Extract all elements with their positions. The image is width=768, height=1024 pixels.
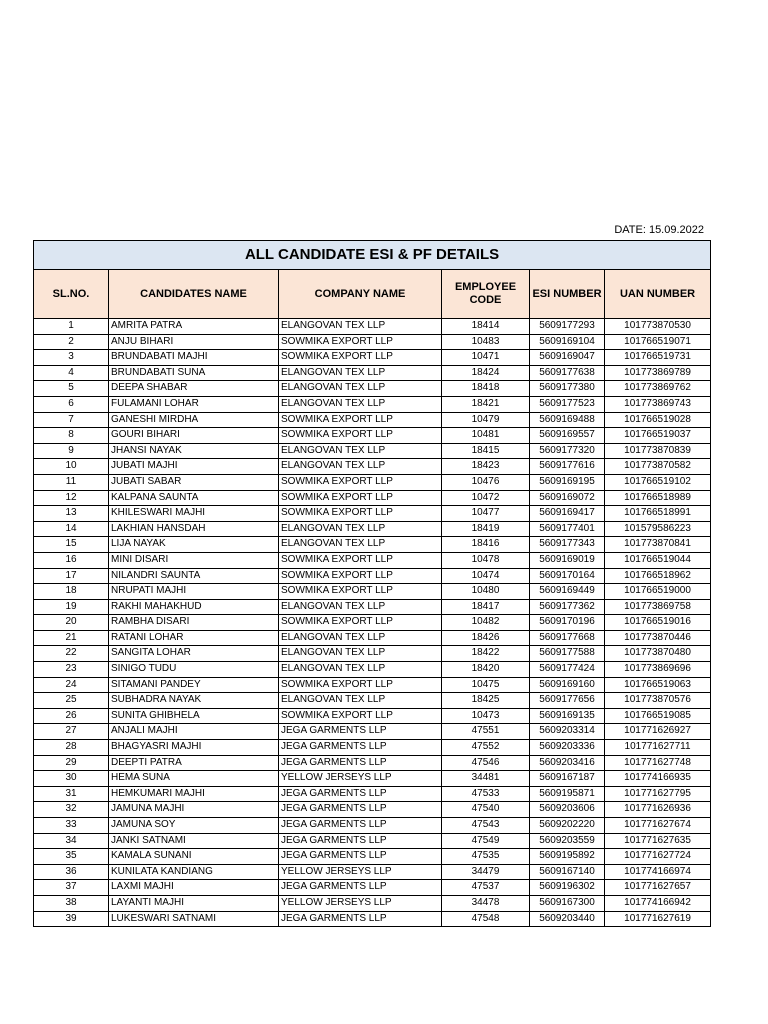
cell-slno: 11 [34,474,109,490]
cell-company-name: SOWMIKA EXPORT LLP [279,506,442,522]
cell-esi-number: 5609169019 [530,552,605,568]
cell-uan-number: 101766519063 [605,677,711,693]
cell-candidate-name: JAMUNA MAJHI [109,802,279,818]
cell-employee-code: 47540 [442,802,530,818]
cell-candidate-name: DEEPA SHABAR [109,381,279,397]
cell-uan-number: 101766518991 [605,506,711,522]
cell-slno: 28 [34,740,109,756]
cell-slno: 27 [34,724,109,740]
cell-esi-number: 5609177638 [530,365,605,381]
cell-uan-number: 101773870530 [605,319,711,335]
cell-slno: 9 [34,443,109,459]
cell-slno: 6 [34,396,109,412]
cell-slno: 10 [34,459,109,475]
cell-esi-number: 5609177401 [530,521,605,537]
cell-slno: 1 [34,319,109,335]
cell-company-name: JEGA GARMENTS LLP [279,786,442,802]
table-row [34,319,711,335]
cell-uan-number: 101771627619 [605,911,711,927]
cell-uan-number: 101766519016 [605,615,711,631]
cell-employee-code: 10473 [442,708,530,724]
cell-candidate-name: SUBHADRA NAYAK [109,693,279,709]
cell-candidate-name: BRUNDABATI MAJHI [109,350,279,366]
cell-uan-number: 101766519037 [605,428,711,444]
cell-company-name: ELANGOVAN TEX LLP [279,693,442,709]
cell-employee-code: 10471 [442,350,530,366]
cell-employee-code: 18418 [442,381,530,397]
cell-uan-number: 101773870480 [605,646,711,662]
header-candidate-name: CANDIDATES NAME [109,270,279,319]
table-row [34,864,711,880]
cell-uan-number: 101774166942 [605,895,711,911]
table-row [34,818,711,834]
cell-employee-code: 18423 [442,459,530,475]
cell-candidate-name: SITAMANI PANDEY [109,677,279,693]
cell-employee-code: 10480 [442,584,530,600]
cell-employee-code: 10478 [442,552,530,568]
table-row [34,474,711,490]
cell-candidate-name: KHILESWARI MAJHI [109,506,279,522]
table-row [34,568,711,584]
cell-employee-code: 18425 [442,693,530,709]
header-company-name: COMPANY NAME [279,270,442,319]
cell-uan-number: 101773870839 [605,443,711,459]
cell-employee-code: 18415 [442,443,530,459]
cell-candidate-name: JUBATI MAJHI [109,459,279,475]
cell-slno: 23 [34,662,109,678]
table-row [34,895,711,911]
cell-esi-number: 5609177380 [530,381,605,397]
cell-slno: 13 [34,506,109,522]
table-row [34,506,711,522]
cell-candidate-name: RAKHI MAHAKHUD [109,599,279,615]
header-employee-code: EMPLOYEE CODE [442,270,530,319]
cell-esi-number: 5609203606 [530,802,605,818]
cell-uan-number: 101771627635 [605,833,711,849]
cell-uan-number: 101773869789 [605,365,711,381]
cell-company-name: SOWMIKA EXPORT LLP [279,552,442,568]
cell-candidate-name: BHAGYASRI MAJHI [109,740,279,756]
cell-company-name: SOWMIKA EXPORT LLP [279,428,442,444]
table-row [34,552,711,568]
cell-employee-code: 10482 [442,615,530,631]
cell-slno: 30 [34,771,109,787]
cell-esi-number: 5609170196 [530,615,605,631]
cell-employee-code: 10479 [442,412,530,428]
cell-company-name: SOWMIKA EXPORT LLP [279,584,442,600]
cell-esi-number: 5609169160 [530,677,605,693]
cell-company-name: SOWMIKA EXPORT LLP [279,350,442,366]
cell-employee-code: 18426 [442,630,530,646]
cell-slno: 26 [34,708,109,724]
cell-candidate-name: DEEPTI PATRA [109,755,279,771]
table-row [34,771,711,787]
cell-company-name: SOWMIKA EXPORT LLP [279,568,442,584]
cell-candidate-name: HEMA SUNA [109,771,279,787]
cell-company-name: SOWMIKA EXPORT LLP [279,490,442,506]
table-body [34,319,711,927]
cell-candidate-name: BRUNDABATI SUNA [109,365,279,381]
table-row [34,802,711,818]
cell-slno: 19 [34,599,109,615]
cell-uan-number: 101771627657 [605,880,711,896]
cell-candidate-name: JANKI SATNAMI [109,833,279,849]
cell-uan-number: 101766519071 [605,334,711,350]
cell-esi-number: 5609169047 [530,350,605,366]
cell-uan-number: 101774166935 [605,771,711,787]
cell-slno: 21 [34,630,109,646]
table-row [34,443,711,459]
cell-employee-code: 47551 [442,724,530,740]
cell-employee-code: 18420 [442,662,530,678]
cell-employee-code: 10476 [442,474,530,490]
cell-slno: 31 [34,786,109,802]
cell-candidate-name: LUKESWARI SATNAMI [109,911,279,927]
header-slno: SL.NO. [34,270,109,319]
cell-candidate-name: MINI DISARI [109,552,279,568]
table-row [34,740,711,756]
cell-uan-number: 101766519000 [605,584,711,600]
cell-candidate-name: FULAMANI LOHAR [109,396,279,412]
cell-employee-code: 34481 [442,771,530,787]
cell-esi-number: 5609177362 [530,599,605,615]
table-row [34,786,711,802]
cell-uan-number: 101771627748 [605,755,711,771]
table-row [34,599,711,615]
cell-candidate-name: HEMKUMARI MAJHI [109,786,279,802]
cell-employee-code: 18421 [442,396,530,412]
cell-company-name: YELLOW JERSEYS LLP [279,895,442,911]
table-row [34,833,711,849]
cell-candidate-name: LIJA NAYAK [109,537,279,553]
cell-company-name: ELANGOVAN TEX LLP [279,365,442,381]
cell-esi-number: 5609167187 [530,771,605,787]
cell-candidate-name: ANJU BIHARI [109,334,279,350]
cell-employee-code: 47546 [442,755,530,771]
table-row [34,396,711,412]
table-row [34,880,711,896]
cell-uan-number: 101774166974 [605,864,711,880]
cell-candidate-name: SUNITA GHIBHELA [109,708,279,724]
table-row [34,412,711,428]
cell-esi-number: 5609203314 [530,724,605,740]
cell-uan-number: 101766518989 [605,490,711,506]
cell-slno: 34 [34,833,109,849]
cell-uan-number: 101773869743 [605,396,711,412]
cell-employee-code: 47535 [442,849,530,865]
table-row [34,708,711,724]
cell-company-name: JEGA GARMENTS LLP [279,802,442,818]
cell-esi-number: 5609169449 [530,584,605,600]
cell-esi-number: 5609177293 [530,319,605,335]
cell-employee-code: 10475 [442,677,530,693]
cell-employee-code: 10477 [442,506,530,522]
cell-uan-number: 101766519731 [605,350,711,366]
table-row [34,490,711,506]
cell-esi-number: 5609177523 [530,396,605,412]
cell-employee-code: 34478 [442,895,530,911]
table-row [34,755,711,771]
cell-uan-number: 101766519085 [605,708,711,724]
table-row [34,334,711,350]
cell-uan-number: 101771627674 [605,818,711,834]
cell-uan-number: 101766519044 [605,552,711,568]
cell-employee-code: 18422 [442,646,530,662]
cell-slno: 39 [34,911,109,927]
cell-slno: 20 [34,615,109,631]
cell-uan-number: 101579586223 [605,521,711,537]
cell-candidate-name: GANESHI MIRDHA [109,412,279,428]
cell-uan-number: 101771627711 [605,740,711,756]
cell-esi-number: 5609203416 [530,755,605,771]
cell-slno: 29 [34,755,109,771]
table-row [34,646,711,662]
cell-uan-number: 101773869762 [605,381,711,397]
cell-employee-code: 18424 [442,365,530,381]
header-uan-number: UAN NUMBER [605,270,711,319]
table-row [34,350,711,366]
cell-esi-number: 5609195871 [530,786,605,802]
cell-company-name: ELANGOVAN TEX LLP [279,443,442,459]
cell-esi-number: 5609167140 [530,864,605,880]
table-row [34,584,711,600]
cell-candidate-name: LAYANTI MAJHI [109,895,279,911]
cell-esi-number: 5609196302 [530,880,605,896]
cell-company-name: ELANGOVAN TEX LLP [279,319,442,335]
cell-slno: 14 [34,521,109,537]
cell-company-name: JEGA GARMENTS LLP [279,849,442,865]
cell-esi-number: 5609177668 [530,630,605,646]
table-title: ALL CANDIDATE ESI & PF DETAILS [34,241,711,270]
cell-candidate-name: SINIGO TUDU [109,662,279,678]
cell-candidate-name: KAMALA SUNANI [109,849,279,865]
cell-candidate-name: LAXMI MAJHI [109,880,279,896]
cell-company-name: YELLOW JERSEYS LLP [279,864,442,880]
cell-company-name: JEGA GARMENTS LLP [279,880,442,896]
cell-candidate-name: GOURI BIHARI [109,428,279,444]
cell-company-name: ELANGOVAN TEX LLP [279,521,442,537]
cell-employee-code: 10472 [442,490,530,506]
cell-slno: 2 [34,334,109,350]
cell-candidate-name: JAMUNA SOY [109,818,279,834]
cell-esi-number: 5609169488 [530,412,605,428]
cell-employee-code: 47548 [442,911,530,927]
esi-pf-table [33,240,711,927]
cell-uan-number: 101766519028 [605,412,711,428]
cell-esi-number: 5609177343 [530,537,605,553]
cell-company-name: ELANGOVAN TEX LLP [279,381,442,397]
table-row [34,662,711,678]
cell-esi-number: 5609177616 [530,459,605,475]
cell-slno: 22 [34,646,109,662]
table-row [34,677,711,693]
cell-esi-number: 5609169072 [530,490,605,506]
cell-company-name: JEGA GARMENTS LLP [279,755,442,771]
cell-esi-number: 5609170164 [530,568,605,584]
cell-company-name: YELLOW JERSEYS LLP [279,771,442,787]
cell-company-name: SOWMIKA EXPORT LLP [279,615,442,631]
cell-uan-number: 101771627724 [605,849,711,865]
cell-employee-code: 47549 [442,833,530,849]
cell-esi-number: 5609203336 [530,740,605,756]
cell-company-name: ELANGOVAN TEX LLP [279,459,442,475]
header-esi-number: ESI NUMBER [530,270,605,319]
cell-candidate-name: LAKHIAN HANSDAH [109,521,279,537]
cell-uan-number: 101773870582 [605,459,711,475]
cell-candidate-name: RAMBHA DISARI [109,615,279,631]
cell-candidate-name: ANJALI MAJHI [109,724,279,740]
cell-slno: 24 [34,677,109,693]
cell-company-name: ELANGOVAN TEX LLP [279,630,442,646]
cell-company-name: JEGA GARMENTS LLP [279,911,442,927]
cell-company-name: SOWMIKA EXPORT LLP [279,334,442,350]
cell-esi-number: 5609202220 [530,818,605,834]
table-row [34,521,711,537]
cell-slno: 15 [34,537,109,553]
table-row [34,459,711,475]
cell-employee-code: 10481 [442,428,530,444]
cell-esi-number: 5609177656 [530,693,605,709]
cell-esi-number: 5609203440 [530,911,605,927]
cell-employee-code: 10483 [442,334,530,350]
table-row [34,911,711,927]
cell-employee-code: 34479 [442,864,530,880]
cell-candidate-name: JUBATI SABAR [109,474,279,490]
cell-candidate-name: NRUPATI MAJHI [109,584,279,600]
cell-company-name: SOWMIKA EXPORT LLP [279,708,442,724]
cell-uan-number: 101773870576 [605,693,711,709]
cell-slno: 32 [34,802,109,818]
cell-uan-number: 101771627795 [605,786,711,802]
cell-slno: 8 [34,428,109,444]
cell-employee-code: 47533 [442,786,530,802]
cell-company-name: JEGA GARMENTS LLP [279,833,442,849]
cell-candidate-name: KUNILATA KANDIANG [109,864,279,880]
cell-employee-code: 47537 [442,880,530,896]
cell-company-name: SOWMIKA EXPORT LLP [279,474,442,490]
cell-company-name: ELANGOVAN TEX LLP [279,537,442,553]
cell-esi-number: 5609195892 [530,849,605,865]
cell-slno: 35 [34,849,109,865]
table-row [34,537,711,553]
cell-uan-number: 101766519102 [605,474,711,490]
cell-employee-code: 18417 [442,599,530,615]
table-row [34,615,711,631]
cell-uan-number: 101771626927 [605,724,711,740]
cell-company-name: ELANGOVAN TEX LLP [279,599,442,615]
table-row [34,630,711,646]
cell-company-name: ELANGOVAN TEX LLP [279,396,442,412]
table-row [34,724,711,740]
cell-candidate-name: AMRITA PATRA [109,319,279,335]
cell-esi-number: 5609169135 [530,708,605,724]
cell-uan-number: 101773869696 [605,662,711,678]
cell-uan-number: 101773870841 [605,537,711,553]
cell-esi-number: 5609169557 [530,428,605,444]
cell-company-name: ELANGOVAN TEX LLP [279,646,442,662]
cell-candidate-name: JHANSI NAYAK [109,443,279,459]
cell-slno: 37 [34,880,109,896]
cell-employee-code: 10474 [442,568,530,584]
cell-slno: 3 [34,350,109,366]
cell-slno: 38 [34,895,109,911]
cell-esi-number: 5609177320 [530,443,605,459]
cell-uan-number: 101766518962 [605,568,711,584]
cell-slno: 12 [34,490,109,506]
cell-slno: 33 [34,818,109,834]
cell-candidate-name: SANGITA LOHAR [109,646,279,662]
cell-company-name: SOWMIKA EXPORT LLP [279,677,442,693]
report-date: DATE: 15.09.2022 [614,224,704,236]
cell-slno: 36 [34,864,109,880]
cell-esi-number: 5609177424 [530,662,605,678]
cell-slno: 17 [34,568,109,584]
table-row [34,428,711,444]
cell-company-name: ELANGOVAN TEX LLP [279,662,442,678]
cell-candidate-name: KALPANA SAUNTA [109,490,279,506]
cell-employee-code: 18416 [442,537,530,553]
cell-company-name: JEGA GARMENTS LLP [279,724,442,740]
cell-employee-code: 18414 [442,319,530,335]
cell-slno: 25 [34,693,109,709]
cell-esi-number: 5609203559 [530,833,605,849]
cell-slno: 4 [34,365,109,381]
cell-uan-number: 101771626936 [605,802,711,818]
cell-slno: 5 [34,381,109,397]
cell-candidate-name: NILANDRI SAUNTA [109,568,279,584]
cell-uan-number: 101773870446 [605,630,711,646]
cell-company-name: SOWMIKA EXPORT LLP [279,412,442,428]
table-row [34,365,711,381]
cell-employee-code: 47543 [442,818,530,834]
cell-esi-number: 5609169417 [530,506,605,522]
cell-esi-number: 5609177588 [530,646,605,662]
table-row [34,381,711,397]
cell-slno: 7 [34,412,109,428]
cell-company-name: JEGA GARMENTS LLP [279,740,442,756]
cell-esi-number: 5609169195 [530,474,605,490]
cell-company-name: JEGA GARMENTS LLP [279,818,442,834]
cell-esi-number: 5609167300 [530,895,605,911]
cell-candidate-name: RATANI LOHAR [109,630,279,646]
cell-uan-number: 101773869758 [605,599,711,615]
table-row [34,693,711,709]
cell-slno: 16 [34,552,109,568]
cell-employee-code: 47552 [442,740,530,756]
cell-esi-number: 5609169104 [530,334,605,350]
table-row [34,849,711,865]
cell-slno: 18 [34,584,109,600]
cell-employee-code: 18419 [442,521,530,537]
